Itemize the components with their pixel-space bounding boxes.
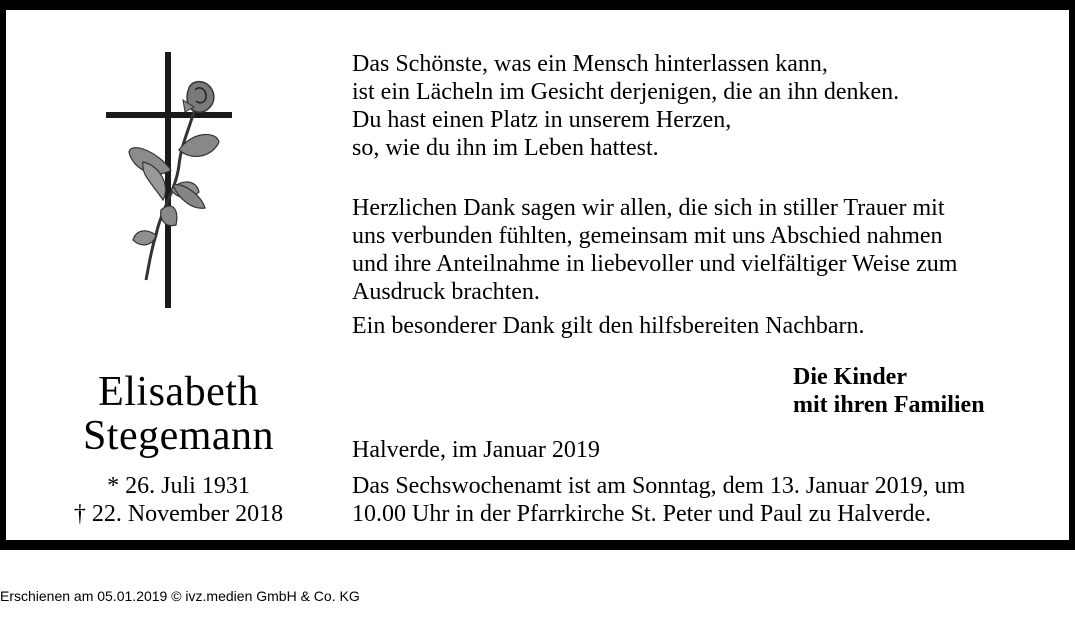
first-name: Elisabeth	[98, 369, 259, 415]
cross-with-rose-icon	[101, 50, 241, 315]
thanks-line: uns verbunden fühlten, gemeinsam mit uns Abschied nahmen	[352, 223, 943, 249]
thanks-paragraph	[352, 194, 1052, 306]
last-name: Stegemann	[82, 413, 275, 459]
poem-line: so, wie du ihn im Leben hattest.	[352, 135, 659, 161]
publication-credit: Erschienen am 05.01.2019 © ivz.medien GmbH & Co. KG	[0, 588, 360, 604]
poem-line: ist ein Lächeln im Gesicht derjenigen, die an ihn denken.	[352, 79, 900, 105]
signer-line: mit ihren Familien	[793, 392, 985, 418]
poem	[352, 50, 1052, 162]
service-line: 10.00 Uhr in der Pfarrkirche St. Peter und Paul zu Halverde.	[352, 501, 932, 527]
thanks-line: Herzlichen Dank sagen wir allen, die sich in stiller Trauer mit	[352, 195, 945, 221]
signers	[793, 363, 985, 419]
poem-line: Das Schönste, was ein Mensch hinterlassen kann,	[352, 51, 828, 77]
deceased-name	[46, 370, 311, 458]
life-dates	[46, 472, 311, 528]
service-line: Das Sechswochenamt ist am Sonntag, dem 13. Januar 2019, um	[352, 473, 966, 499]
birth-date: * 26. Juli 1931	[107, 473, 250, 499]
poem-line: Du hast einen Platz in unserem Herzen,	[352, 107, 732, 133]
service-notice	[352, 472, 1052, 528]
special-thanks: Ein besonderer Dank gilt den hilfsbereiten Nachbarn.	[352, 313, 865, 339]
thanks-line: und ihre Anteilnahme in liebevoller und vielfältiger Weise zum	[352, 251, 958, 277]
thanks-line: Ausdruck brachten.	[352, 279, 540, 305]
signer-line: Die Kinder	[793, 364, 907, 390]
place-date: Halverde, im Januar 2019	[352, 437, 600, 463]
death-date: † 22. November 2018	[73, 501, 284, 527]
